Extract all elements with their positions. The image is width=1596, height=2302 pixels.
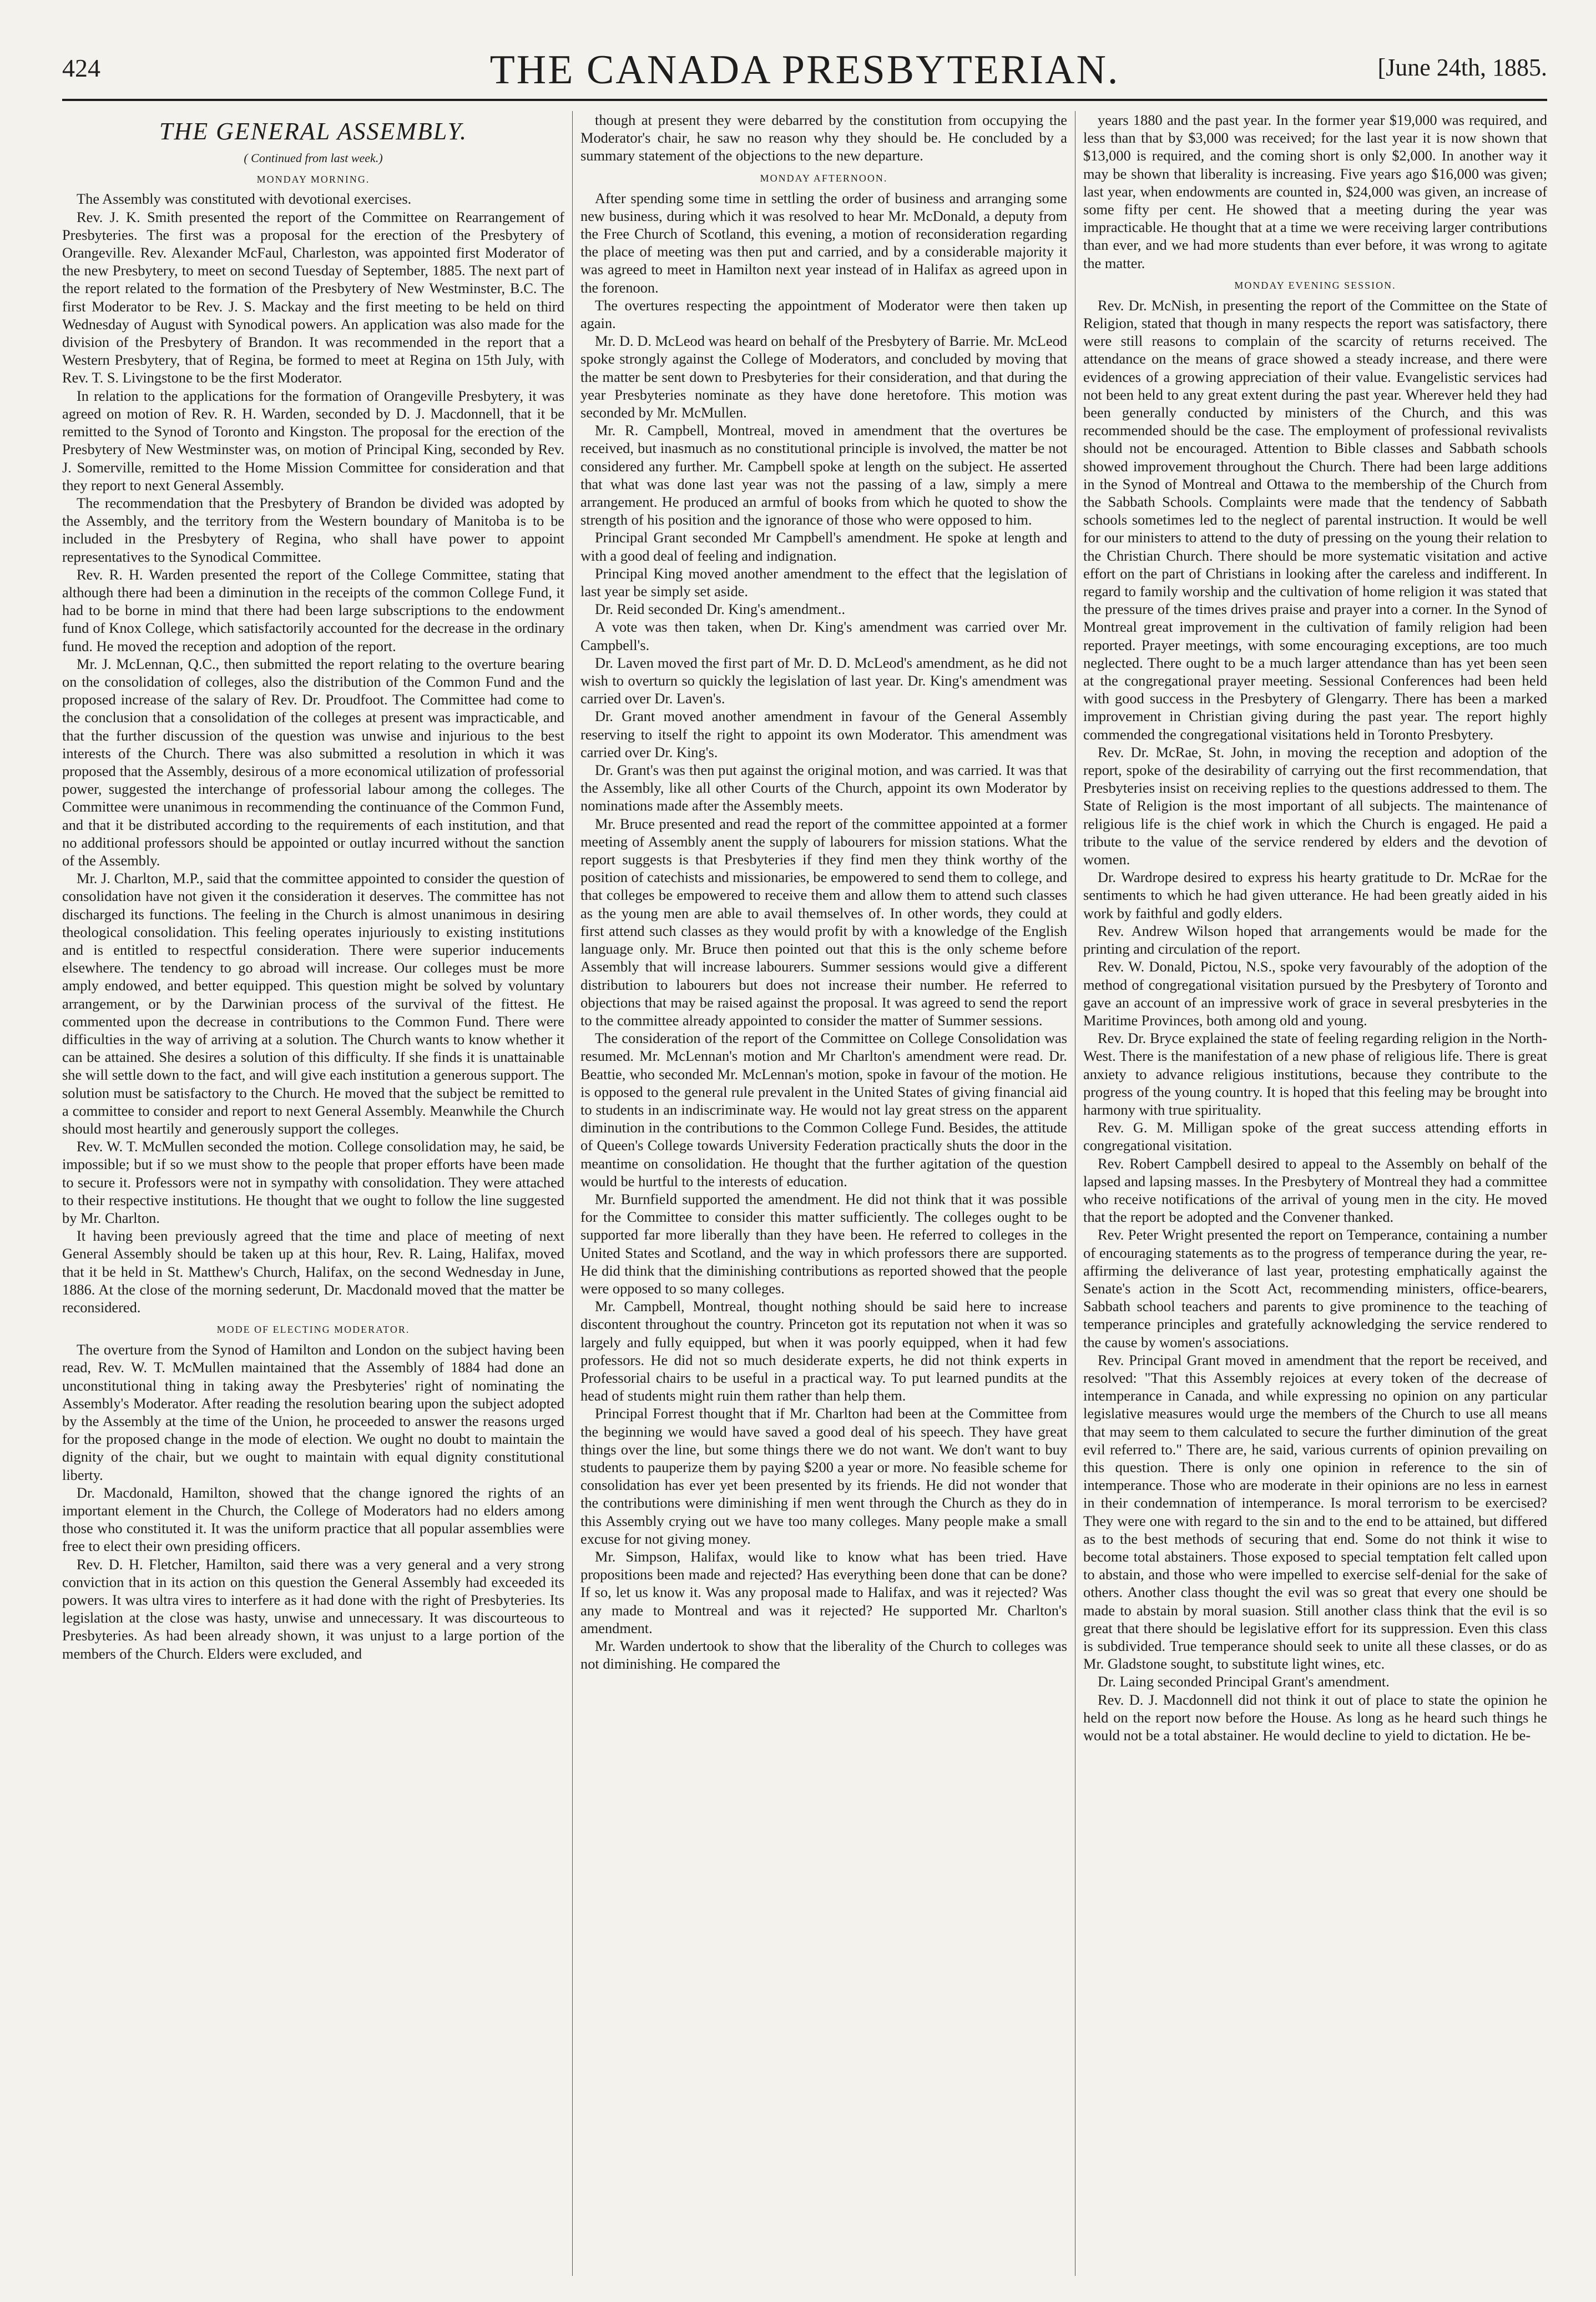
column-1 [62, 111, 573, 2276]
paragraph: Principal Grant seconded Mr Campbell's amendment. He spoke at length and with a good deal of feeling and indignation. [580, 529, 1067, 564]
continued-note: ( Continued from last week.) [244, 150, 383, 165]
paragraph: Rev. W. T. McMullen seconded the motion. College consolidation may, he said, be impossible; but if so we must show to the people that proper efforts have been made to secure it. Professors were not in sympathy with consolidation. They were attached to their respective institutions. He thought that we ought to follow the line suggested by Mr. Charlton. [62, 1138, 564, 1227]
paragraph: The overture from the Synod of Hamilton and London on the subject having been read, Rev. W. T. McMullen maintained that the Assembly of 1884 had done an unconstitutional thing in taking away the Presbyteries' right of nominating the Assembly's Moderator. After reading the resolution bearing upon the subject adopted by the Assembly at the time of the Union, he proceeded to answer the reasons urged for the proposed change in the mode of election. We ought no doubt to maintain the dignity of the chair, but we ought to maintain with equal dignity constitutional liberty. [62, 1341, 564, 1483]
column-1-body [62, 174, 564, 1663]
paragraph: The overtures respecting the appointment of Moderator were then taken up again. [580, 296, 1067, 331]
paragraph: Mr. J. McLennan, Q.C., then submitted the report relating to the overture bearing on the consolidation of colleges, also the distribution of the Common Fund and the proposed increase of the salary of Rev. Dr. Proudfoot. The Committee had come to the conclusion that a consolidation of the colleges at present was impracticable, and that the further discussion of the question was unwise and injurious to the best interests of the Church. There was also submitted a resolution in which it was proposed that the Assembly, desirous of a more economical utilization of professorial power, suggested the interchange of professorial labour among the colleges. The Committee were unanimous in recommending the continuance of the Common Fund, and that it be distributed according to the requirements of each institution, and that no additional professors should be appointed or outlay incurred without the sanction of the Assembly. [62, 655, 564, 869]
paragraph: After spending some time in settling the order of business and arranging some new business, during which it was resolved to hear Mr. McDonald, a deputy from the Free Church of Scotland, this evening, a motion of reconsideration regarding the place of meeting was then put and carried, and by a considerable majority it was agreed to meet in Hamilton next year instead of in Halifax as agreed upon in the forenoon. [580, 189, 1067, 296]
paragraph: Rev. Dr. McRae, St. John, in moving the reception and adoption of the report, spoke of the desirability of carrying out the first recommendation, that Presbyteries insist on receiving replies to the questions addressed to them. The State of Religion is the most important of all subjects. The maintenance of religious life is the chief work in which the Church is engaged. He paid a tribute to the value of the service rendered by elders and the devotion of women. [1083, 743, 1547, 868]
paragraph: Mr. R. Campbell, Montreal, moved in amendment that the overtures be received, but inasmuch as no constitutional principle is involved, the matter be not considered any further. Mr. Campbell spoke at length on the subject. He asserted that what was done last year was not the passing of a law, simply a mere arrangement. He produced an armful of books from which he quoted to show the strength of his position and the ignorance of those who were opposed to him. [580, 422, 1067, 528]
paragraph: Rev. R. H. Warden presented the report of the College Committee, stating that although there had been a diminution in the receipts of the common College Fund, it had to be borne in mind that there had been large subscriptions to the endowment fund of Knox College, which satisfactorily accounted for the decrease in the ordinary fund. He moved the reception and adoption of the report. [62, 566, 564, 654]
paragraph: Rev. Andrew Wilson hoped that arrangements would be made for the printing and circulation of the report. [1083, 922, 1547, 958]
column-3-body [1083, 111, 1547, 1744]
paragraph: Rev. D. J. Macdonnell did not think it out of place to state the opinion he held on the report now before the House. As long as he heard such things he would not be a total abstainer. He would decline to yield to dictation. He be- [1083, 1691, 1547, 1744]
paragraph: Mr. Campbell, Montreal, thought nothing should be said here to increase discontent throughout the country. Princeton got its reputation not when it was so largely and fully equipped, but when it was poorly equipped, when it had few professors. He did not so much desiderate experts, he did not think experts in Professorial chairs to be useful in a practical way. To put learned pundits at the head of students might ruin them rather than help them. [580, 1298, 1067, 1404]
paragraph: Mr. Simpson, Halifax, would like to know what has been tried. Have propositions been made and rejected? Has everything been done that can be done? If so, let us know it. Was any proposal made to Halifax, and was it rejected? Was any made to Montreal and was it rejected? He supported Mr. Charlton's amendment. [580, 1548, 1067, 1636]
paragraph: A vote was then taken, when Dr. King's amendment was carried over Mr. Campbell's. [580, 618, 1067, 653]
paragraph: Dr. Reid seconded Dr. King's amendment.. [595, 601, 846, 618]
paragraph: Mr. Bruce presented and read the report of the committee appointed at a former meeting of Assembly anent the supply of labourers for mission stations. What the report suggests is that Presbyteries if they find men they think worthy of the position of catechists and missionaries, be empowered to send them to college, and that colleges be empowered to receive them and allow them to attend such classes as the young men are able to avail themselves of. In other words, they could at first attend such classes as they would profit by with a knowledge of the English language only. Mr. Bruce then pointed out that this is the only scheme before Assembly that will increase labourers. Summer sessions would give a different distribution to labourers but does not increase their number. He referred to objections that may be raised against the proposal. It was agreed to send the report to the committee already appointed to consider the matter of Summer sessions. [580, 815, 1067, 1029]
column-2-body [580, 111, 1067, 1673]
masthead [62, 33, 1547, 101]
article-columns [62, 111, 1547, 2276]
newspaper-title: THE CANADA PRESBYTERIAN. [489, 47, 1120, 93]
paragraph: Rev. Peter Wright presented the report on Temperance, containing a number of encouraging statements as to the progress of temperance during the year, re-affirming the deliverance of last year, protesting emphatically against the Senate's action in the Scott Act, recommending ministers, office-bearers, Sabbath school teachers and parents to give prominence to the teaching of temperance principles and gratefully acknowledging the service rendered to the cause by women's associations. [1083, 1226, 1547, 1351]
paragraph: Rev. Robert Campbell desired to appeal to the Assembly on behalf of the lapsed and lapsing masses. In the Presbytery of Montreal they had a committee who receive notifications of the arrival of young men in the city. He moved that the report be adopted and the Convener thanked. [1083, 1155, 1547, 1226]
paragraph: though at present they were debarred by the constitution from occupying the Moderator's chair, he saw no reason why they should be. He concluded by a summary statement of the objections to the new departure. [580, 112, 1067, 164]
paragraph: Dr. Laing seconded Principal Grant's amendment. [1098, 1673, 1390, 1690]
paragraph: Dr. Wardrope desired to express his hearty gratitude to Dr. McRae for the sentiments to which he had given utterance. He had been greatly aided in his work by faithful and godly elders. [1083, 869, 1547, 921]
issue-date: [June 24th, 1885. [1377, 54, 1547, 81]
paragraph: Rev. G. M. Milligan spoke of the great success attending efforts in congregational visitation. [1083, 1119, 1547, 1154]
article-title: THE GENERAL ASSEMBLY. [159, 118, 467, 145]
paragraph: The consideration of the report of the Committee on College Consolidation was resumed. Mr. McLennan's motion and Mr Charlton's amendment were read. Dr. Beattie, who seconded Mr. McLennan's motion, spoke in favour of the motion. He is opposed to the general rule prevalent in the United States of giving financial aid to students in an indiscriminate way. He would not lay great stress on the apparent diminution in the contributions to the Common College Fund. Besides, the attitude of Queen's College towards University Federation practically shuts the door in the meantime on consolidation. He thought that the further agitation of the question would be hurtful to the interests of education. [580, 1030, 1067, 1190]
paragraph: Rev. J. K. Smith presented the report of the Committee on Rearrangement of Presbyteries. The first was a proposal for the erection of the Presbytery of Orangeville. Rev. Alexander McFaul, Charleston, was appointed first Moderator of the new Presbytery, to meet on second Tuesday of September, 1885. The next part of the report related to the formation of the Presbytery of New Westminster, B.C. The first Moderator to be Rev. J. S. Mackay and the first meeting to be held on third Wednesday of August with Synodical powers. An application was also made for the division of the Presbytery of Brandon. It was recommended in the report that a Western Presbytery, that of Regina, be formed to meet at Regina on 15th July, with Rev. T. S. Livingstone to be the first Moderator. [62, 208, 564, 386]
paragraph: In relation to the applications for the formation of Orangeville Presbytery, it was agreed on motion of Rev. R. H. Warden, seconded by D. J. Macdonnell, that it be remitted to the Synod of Toronto and Kingston. The proposal for the erection of the Presbytery of New Westminster was, on motion of Principal King, seconded by Rev. J. Somerville, remitted to the Home Mission Committee for consideration and that they report to next General Assembly. [62, 387, 564, 493]
paragraph: Mr. D. D. McLeod was heard on behalf of the Presbytery of Barrie. Mr. McLeod spoke strongly against the College of Moderators, and concluded by moving that the matter be sent down to Presbyteries for their consideration, and that during the year Presbyteries nominate as they have done heretofore. This motion was seconded by Mr. McMullen. [580, 333, 1067, 421]
section-subheading: MONDAY AFTERNOON. [760, 172, 888, 184]
paragraph: The recommendation that the Presbytery of Brandon be divided was adopted by the Assembly, and the territory from the Western boundary of Manitoba is to be included in the Presbytery of Regina, who shall have power to appoint representatives to the Synodical Committee. [62, 494, 564, 565]
page-number: 424 [62, 54, 100, 82]
section-subheading: MODE OF ELECTING MODERATOR. [216, 1324, 410, 1336]
paragraph: It having been previously agreed that the time and place of meeting of next General Assembly should be taken up at this hour, Rev. R. Laing, Halifax, moved that it be held in St. Matthew's Church, Halifax, on the second Wednesday in June, 1886. At the close of the morning sederunt, Dr. Macdonald moved that the matter be reconsidered. [62, 1227, 564, 1316]
paragraph: Rev. W. Donald, Pictou, N.S., spoke very favourably of the adoption of the method of congregational visitation pursued by the Presbytery of Toronto and gave an account of an impressive work of grace in several presbyteries in the Maritime Provinces, both among old and young. [1083, 958, 1547, 1029]
paragraph: years 1880 and the past year. In the former year $19,000 was required, and less than that by $3,000 was received; for the last year it is now shown that $13,000 is required, and the coming short is only $2,000. In another way it may be shown that liberality is increasing. Five years ago $16,000 was given; last year, when endowments are counted in, $24,000 was given, an increase of some fifty per cent. He showed that a meeting during the year was impracticable. He thought that at a time we were receiving larger contributions than ever, and we had more students than ever before, it was wrong to agitate the matter. [1083, 112, 1547, 271]
paragraph: Dr. Grant's was then put against the original motion, and was carried. It was that the Assembly, like all other Courts of the Church, appoint its own Moderator by nominations made after the Assembly meets. [580, 762, 1067, 814]
column-2 [573, 111, 1075, 2276]
paragraph: Dr. Grant moved another amendment in favour of the General Assembly reserving to itself the right to appoint its own Moderator. This amendment was carried over Dr. King's. [580, 708, 1067, 760]
paragraph: Rev. Dr. McNish, in presenting the report of the Committee on the State of Religion, stated that though in many respects the report was satisfactory, there were still reasons to complain of the scarcity of returns received. The attendance on the means of grace showed a steady increase, and there were evidences of a growing appreciation of their value. Evangelistic services had not been held to any great extent during the past year. Wherever held they had been generally conducted by ministers of the Church, and this was recommended should be the case. The employment of professional revivalists should not be encouraged. Attention to Bible classes and Sabbath schools showed improvement throughout the Church. There had been large additions in the Synod of Montreal and Ottawa to the membership of the Church from the Sabbath Schools. Complaints were made that the tendency of Sabbath schools sometimes led to the neglect of parental instruction. It would be well for our ministers to attend to the duty of pressing on the young their relation to the Christian Church. There should be more systematic visitation and active effort on the part of Christians in looking after the careless and indifferent. In regard to family worship and the cultivation of home religion it was stated that the pressure of the times drives praise and prayer into a corner. In the Synod of Montreal great improvement in the cultivation of family religion had been reported. Prayer meetings, with some encouraging exceptions, are too much neglected. There ought to be a much larger attendance than has yet been seen at the congregational prayer meeting. Sessional Conferences had been held with good success in the Presbytery of Glengarry. There has been a marked improvement in Christian giving during the past year. The report highly commended the congregational visitations held in Toronto Presbytery. [1083, 296, 1547, 743]
section-subheading: MONDAY EVENING SESSION. [1234, 279, 1396, 291]
paragraph: Rev. Principal Grant moved in amendment that the report be received, and resolved: "That this Assembly rejoices at every token of the decrease of intemperance in Canada, and while expressing no opinion on any particular legislative measures would urge the members of the Church to use all means that may seem to them calculated to secure the further diminution of the great evil referred to." There are, he said, various currents of opinion prevailing on this question. There is only one opinion in reference to the sin of intemperance. Those who are moderate in their opinions are no less in earnest in their condemnation of intemperance. Is moral terrorism to be exercised? They were one with regard to the sin and to the end to be attained, but differed as to the best methods of securing that end. Some do not think it wise to become total abstainers. Those exposed to special temptation felt called upon to abstain, and those who were impelled to exercise self-denial for the sake of others. Another class thought the evil was so great that every one should be made to abstain by moral suasion. Still another class think that the evil is so great that there should be legislative effort for its suppression. Even this class is subdivided. True temperance should seek to unite all these classes, or do as Mr. Gladstone sought, to substitute light wines, etc. [1083, 1351, 1547, 1673]
section-subheading: MONDAY MORNING. [256, 173, 370, 185]
paragraph: Mr. Warden undertook to show that the liberality of the Church to colleges was not diminishing. He compared the [580, 1638, 1067, 1673]
paragraph: Principal Forrest thought that if Mr. Charlton had been at the Committee from the beginning we would have saved a good deal of his speech. They have great things over the line, but some things there we do not want. We don't want to buy students to pauperize them by paying $200 a year or more. No feasible scheme for consolidation has ever yet been presented by its friends. He did not wonder that the contributions were diminishing if men went through the Church as they do in this Assembly crying out we have too many colleges. Many people make a small excuse for not giving money. [580, 1405, 1067, 1547]
paragraph: Principal King moved another amendment to the effect that the legislation of last year be simply set aside. [580, 565, 1067, 600]
paragraph: Rev. D. H. Fletcher, Hamilton, said there was a very general and a very strong conviction that in its action on this question the General Assembly had exceeded its powers. It was ultra vires to interfere as it had done with the right of Presbyteries. Its legislation at the close was hasty, unwise and unnecessary. It was discourteous to Presbyteries. As had been already shown, it was unjust to a large portion of the members of the Church. Elders were excluded, and [62, 1555, 564, 1662]
paragraph: The Assembly was constituted with devotional exercises. [77, 190, 412, 208]
paragraph: Mr. J. Charlton, M.P., said that the committee appointed to consider the question of consolidation have not given it the consideration it deserves. The committee has not discharged its functions. The feeling in the Church is almost unanimous in desiring theological consolidation. This feeling operates injuriously to existing institutions and is entitled to respectful consideration. There were superior inducements elsewhere. The tendency to go abroad will increase. Our colleges must be more amply endowed, and better equipped. This question might be solved by voluntary arrangement, or by the Darwinian process of the survival of the fittest. He commented upon the decrease in contributions to the Common Fund. There were difficulties in the way of arriving at a solution. The Church wants to know whether it can be attained. She desires a solution of this difficulty. If she finds it is unattainable she will settle down to the fact, and will give each institution a generous support. The solution must be satisfactory to the Church. He moved that the subject be remitted to a committee to consider and report to next General Assembly. Meanwhile the Church should most heartily and generously support the colleges. [62, 870, 564, 1137]
paragraph: Dr. Macdonald, Hamilton, showed that the change ignored the rights of an important element in the Church, the College of Moderators had no elders among those who constituted it. It was the uniform practice that all popular assemblies were free to elect their own presiding officers. [62, 1484, 564, 1555]
paragraph: Rev. Dr. Bryce explained the state of feeling regarding religion in the North-West. There is the manifestation of a new phase of religious life. There is great anxiety to advance religious institutions, because they contribute to the progress of the young country. It is hoped that this feeling may be brought into harmony with true spirituality. [1083, 1030, 1547, 1118]
column-3 [1075, 111, 1547, 2276]
paragraph: Mr. Burnfield supported the amendment. He did not think that it was possible for the Committee to consider this matter sufficiently. The colleges ought to be supported far more liberally than they have been. He referred to colleges in the United States and Scotland, and the way in which professors there are supported. He did think that the diminishing contributions as reported showed that the people were opposed to so many colleges. [580, 1190, 1067, 1297]
paragraph: Dr. Laven moved the first part of Mr. D. D. McLeod's amendment, as he did not wish to overturn so quickly the legislation of last year. Dr. King's amendment was carried over Dr. Laven's. [580, 654, 1067, 707]
